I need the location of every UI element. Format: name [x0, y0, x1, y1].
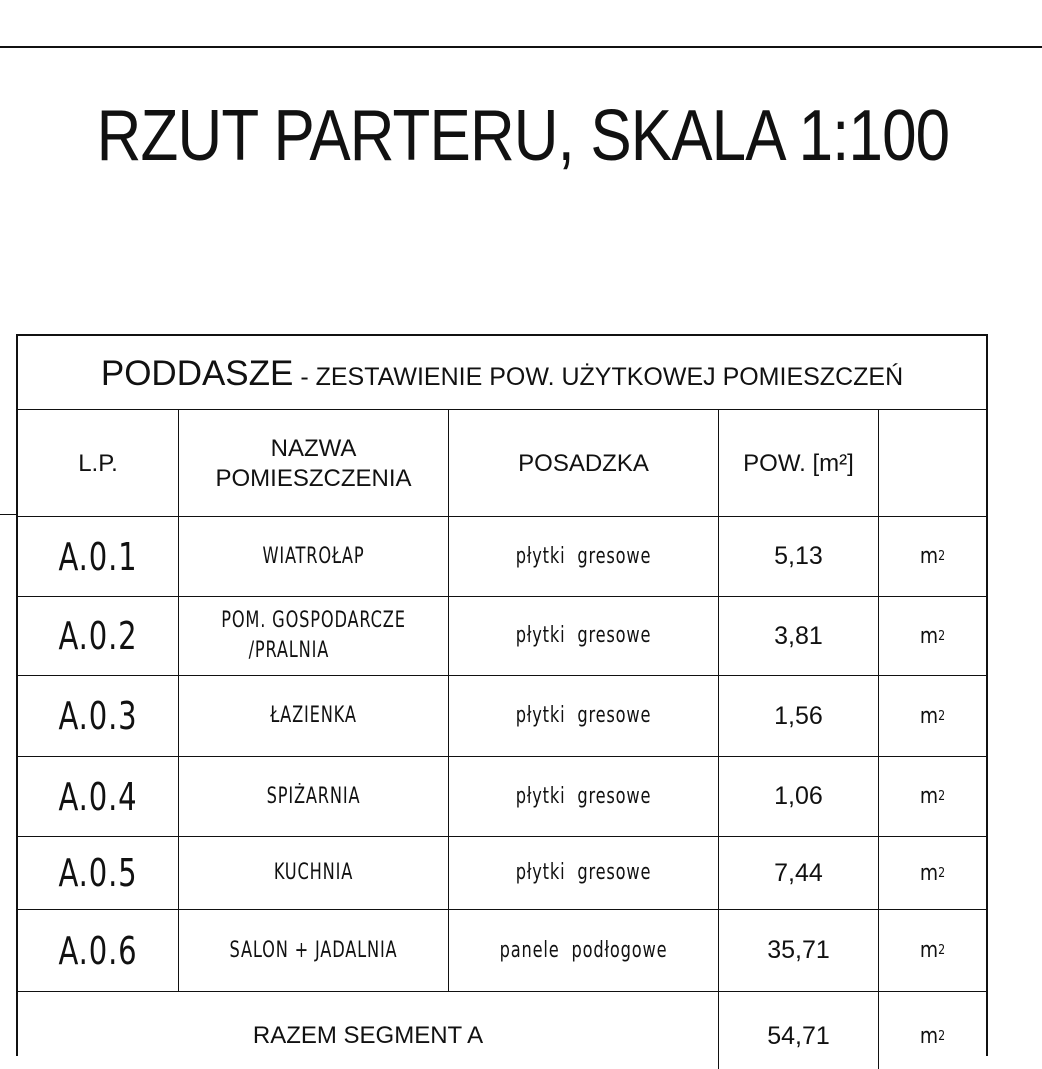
row-area: 1,06	[774, 782, 823, 810]
row-floor: płytki gresowe	[515, 860, 652, 885]
row-name	[203, 910, 424, 991]
table-heading-sub: - ZESTAWIENIE POW. UŻYTKOWEJ POMIESZCZEŃ	[293, 363, 904, 391]
row-name-line2: /PRALNIA	[248, 638, 330, 663]
unit-exponent: 2	[938, 549, 946, 564]
row-lp: A.0.2	[58, 614, 138, 658]
row-unit	[887, 910, 978, 991]
unit-exponent: 2	[938, 1028, 946, 1044]
row-name-line1: KUCHNIA	[273, 860, 354, 885]
unit-base: m	[919, 1023, 939, 1049]
area-schedule-table	[16, 334, 988, 1056]
top-border-line	[0, 46, 1042, 48]
row-floor: płytki gresowe	[515, 543, 652, 569]
row-area: 7,44	[774, 858, 823, 887]
row-floor: płytki gresowe	[515, 783, 652, 809]
unit-base: m	[919, 703, 939, 729]
unit-base: m	[919, 860, 939, 886]
unit-base: m	[919, 623, 939, 649]
row-unit	[887, 597, 978, 675]
total-unit	[887, 1016, 978, 1056]
row-unit	[887, 757, 978, 836]
row-area: 3,81	[774, 621, 823, 650]
row-name	[203, 757, 424, 836]
total-value: 54,71	[767, 1021, 830, 1050]
row-name-line1: WIATROŁAP	[262, 543, 365, 569]
table-heading	[18, 354, 986, 397]
unit-exponent: 2	[938, 865, 946, 881]
row-lp: A.0.3	[58, 694, 138, 738]
row-divider	[18, 991, 986, 992]
row-name-line1: SALON + JADALNIA	[229, 937, 398, 963]
header-name	[179, 411, 448, 516]
row-lp: A.0.1	[58, 534, 138, 579]
row-divider	[18, 409, 986, 410]
unit-exponent: 2	[938, 789, 946, 804]
row-unit	[887, 837, 978, 909]
left-tick-line	[0, 514, 16, 515]
row-lp: A.0.6	[58, 928, 138, 973]
row-area: 35,71	[767, 936, 830, 964]
row-lp: A.0.4	[58, 774, 138, 819]
unit-exponent: 2	[938, 628, 946, 644]
row-unit	[887, 517, 978, 596]
table-heading-main: PODDASZE	[100, 354, 294, 393]
total-label: RAZEM SEGMENT A	[252, 1022, 484, 1049]
header-name-line1: NAZWA	[270, 434, 357, 462]
row-floor: płytki gresowe	[515, 623, 652, 648]
row-name	[203, 837, 424, 909]
row-name	[203, 517, 424, 596]
row-name-line1: POM. GOSPODARCZE	[221, 608, 406, 633]
row-lp: A.0.5	[58, 851, 138, 895]
header-area: POW. [m²]	[743, 450, 854, 477]
unit-exponent: 2	[938, 708, 946, 724]
row-area: 1,56	[774, 701, 823, 730]
row-floor: płytki gresowe	[515, 703, 652, 728]
row-name	[203, 676, 424, 756]
unit-exponent: 2	[938, 943, 946, 958]
row-area: 5,13	[774, 542, 823, 570]
column-divider	[878, 409, 879, 1069]
row-name-line1: ŁAZIENKA	[270, 703, 357, 728]
row-name	[203, 597, 424, 675]
unit-base: m	[919, 938, 939, 963]
header-floor: POSADZKA	[518, 449, 649, 477]
row-name-line1: SPIŻARNIA	[266, 783, 361, 809]
header-name-line2: POMIESZCZENIA	[215, 464, 412, 492]
unit-base: m	[919, 544, 939, 569]
row-unit	[887, 676, 978, 756]
header-lp: L.P.	[78, 449, 118, 477]
drawing-title: RZUT PARTERU, SKALA 1:100	[96, 96, 950, 176]
row-floor: panele podłogowe	[499, 937, 668, 963]
unit-base: m	[919, 784, 939, 809]
